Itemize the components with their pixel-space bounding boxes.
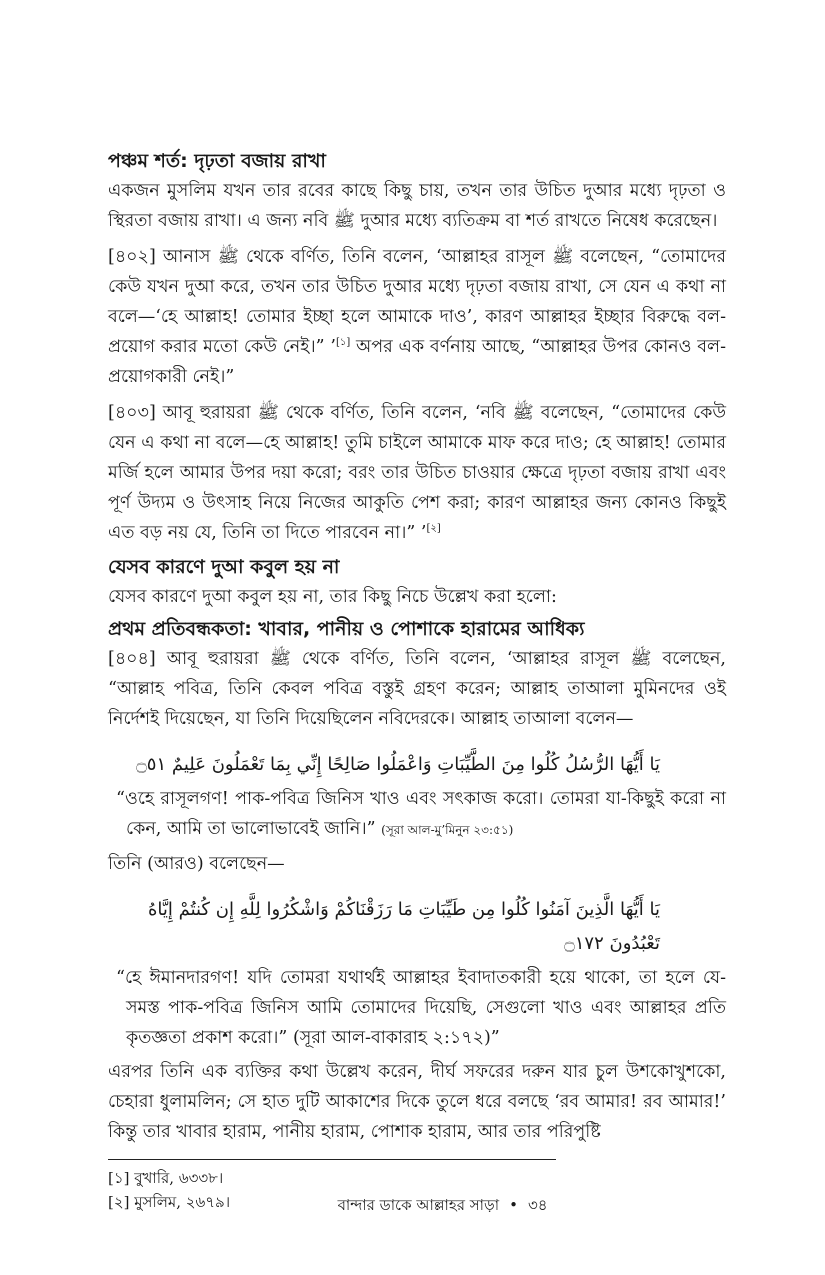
verse1-source: (সূরা আল-মু’মিনুন ২৩:৫১) [381,823,514,837]
footnote-2: [২] মুসলিম, ২৬৭৯। [108,1193,231,1211]
footnote-ref-2[interactable]: [২] [426,523,441,535]
hadith-402-text: [৪০২] আনাস ﷺ থেকে বর্ণিত, তিনি বলেন, ‘আল্লাহর রাসূল ﷺ বলেছেন, “তোমাদের কেউ যখন দুআ করে, তখন তার উচিত দুআর মধ্যে দৃঢ়তা বজায় রাখা, সে যেন এ কথা না বলে—‘হে আল্লাহ! তোমার ইচ্ছা হলে আমাকে দাও’, কারণ আল্লাহর ইচ্ছার বিরুদ্ধে বল-প্রয়োগ করার মতো কেউ নেই।” ’ [108,247,726,357]
hadith-404: [৪০৪] আবূ হুরায়রা ﷺ থেকে বর্ণিত, তিনি বলেন, ‘আল্লাহর রাসূল ﷺ বলেছেন, “আল্লাহ পবিত্র, তিনি কেবল পবিত্র বস্তুই গ্রহণ করেন; আল্লাহ তাআলা মুমিনদের ওই নির্দেশই দিয়েছেন, যা তিনি দিয়েছিলেন নবিদেরকে। আল্লাহ তাআলা বলেন— [108,649,726,729]
verse1-arabic: يَا أَيُّهَا الرُّسُلُ كُلُوا مِنَ الطَّيِّبَاتِ وَاعْمَلُوا صَالِحًا إِنِّي بِمَا تَعْمَلُونَ عَلِيمٌ ۝٥١ [136,754,660,775]
footnote-divider [108,1159,556,1160]
verse2-translation [108,963,726,1053]
closing-paragraph: এরপর তিনি এক ব্যক্তির কথা উল্লেখ করেন, দীর্ঘ সফরের দরুন যার চুল উশকোখুশকো, চেহারা ধুলামলিন; সে হাত দুটি আকাশের দিকে তুলে ধরে বলছে ‘রব আমার! রব আমার!’ কিন্তু তার খাবার হারাম, পানীয় হারাম, পোশাক হারাম, আর তার পরিপুষ্টি [108,1062,726,1142]
page-footer [0,1194,825,1219]
reasons-heading: যেসব কারণে দুআ কবুল হয় না [108,556,340,578]
hadith-402 [108,242,726,392]
verse2-translation-text: “হে ঈমানদারগণ! যদি তোমরা যথার্থই আল্লাহর ইবাদাতকারী হয়ে থাকো, তা হলে যে-সমস্ত পাক-পবিত্র জিনিস আমি তোমাদের দিয়েছি, সেগুলো খাও এবং আল্লাহর প্রতি কৃতজ্ঞতা প্রকাশ করো।” [116,968,726,1048]
section5-heading: পঞ্চম শর্ত: দৃঢ়তা বজায় রাখা [108,150,326,172]
bridge-text: তিনি (আরও) বলেছেন— [108,854,285,874]
page-body [108,148,726,1214]
page-number: ৩৪ [527,1196,548,1214]
section5-intro: একজন মুসলিম যখন তার রবের কাছে কিছু চায়, তখন তার উচিত দুআর মধ্যে দৃঢ়তা ও স্থিরতা বজায় রাখা। এ জন্য নবি ﷺ দুআর মধ্যে ব্যতিক্রম বা শর্ত রাখতে নিষেধ করেছেন। [108,181,726,231]
hadith-403 [108,398,726,548]
obstacle1-heading: প্রথম প্রতিবন্ধকতা: খাবার, পানীয় ও পোশাকে হারামের আধিক্য [108,618,585,640]
footer-book-title: বান্দার ডাকে আল্লাহর সাড়া [337,1196,500,1214]
verse2-arabic: يَا أَيُّهَا الَّذِينَ آمَنُوا كُلُوا مِن طَيِّبَاتِ مَا رَزَقْنَاكُمْ وَاشْكُرُوا لِلَّهِ إِن كُنتُمْ إِيَّاهُ تَعْبُدُونَ ۝١٧٢ [147,899,660,954]
verse1-translation-text: “ওহে রাসূলগণ! পাক-পবিত্র জিনিস খাও এবং সৎকাজ করো। তোমরা যা-কিছুই করো না কেন, আমি তা ভালোভাবেই জানি।” [116,789,726,839]
verse2-source: (সূরা আল-বাকারাহ ২:১৭২)” [292,1028,500,1048]
hadith-403-text: [৪০৩] আবূ হুরায়রা ﷺ থেকে বর্ণিত, তিনি বলেন, ‘নবি ﷺ বলেছেন, “তোমাদের কেউ যেন এ কথা না বলে—হে আল্লাহ! তুমি চাইলে আমাকে মাফ করে দাও; হে আল্লাহ! তোমার মর্জি হলে আমার উপর দয়া করো; বরং তার উচিত চাওয়ার ক্ষেত্রে দৃঢ়তা বজায় রাখা এবং পূর্ণ উদ্যম ও উৎসাহ নিয়ে নিজের আকুতি পেশ করা; কারণ আল্লাহর জন্য কোনও কিছুই এত বড় নয় যে, তিনি তা দিতে পারবেন না।” ’ [108,403,726,543]
verse1-translation [108,784,726,845]
footer-separator: • [509,1196,518,1214]
footnote-ref-1[interactable]: [১] [335,337,351,349]
hadith-402-tail: অপর এক বর্ণনায় আছে, “আল্লাহর উপর কোনও বল-প্রয়োগকারী নেই।” [108,337,726,387]
footnote-1: [১] বুখারি, ৬৩৩৮। [108,1169,224,1187]
reasons-intro: যেসব কারণে দুআ কবুল হয় না, তার কিছু নিচে উল্লেখ করা হলো: [108,587,557,607]
